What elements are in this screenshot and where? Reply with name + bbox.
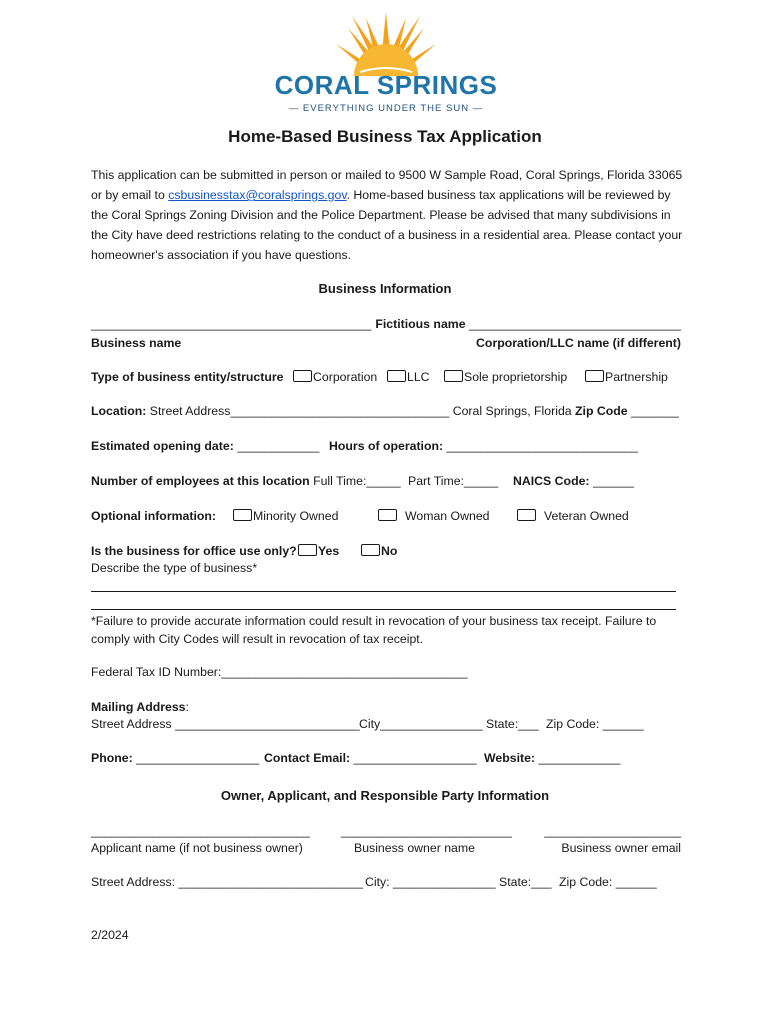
naics-field[interactable]: ______ xyxy=(592,474,634,488)
zip-field[interactable]: _______ xyxy=(631,404,679,418)
federal-tax-label: Federal Tax ID Number: xyxy=(91,665,222,679)
mail-zip-field[interactable]: Zip Code: ______ xyxy=(546,717,644,731)
corp-llc-label: Corporation/LLC name (if different) xyxy=(476,336,681,350)
business-name-field[interactable]: _________________________________________ xyxy=(91,317,372,331)
describe-line-2[interactable] xyxy=(91,609,676,610)
website-label: Website: xyxy=(484,751,536,765)
business-name-label: Business name xyxy=(91,336,182,350)
checkbox-corporation[interactable] xyxy=(293,370,312,382)
applicant-name-field[interactable]: ________________________________ xyxy=(91,824,310,838)
owner-labels-row xyxy=(91,841,681,855)
city-state-text: Coral Springs, Florida xyxy=(452,404,572,418)
entity-llc[interactable]: LLC xyxy=(387,370,430,384)
mailing-address-row xyxy=(91,717,681,731)
entity-type-label: Type of business entity/structure xyxy=(91,370,284,384)
checkbox-sole-proprietorship[interactable] xyxy=(444,370,463,382)
option-woman-owned[interactable]: Woman Owned xyxy=(378,509,490,523)
option-minority-owned[interactable]: Minority Owned xyxy=(233,509,338,523)
intro-text-1: This application can be submitted in person or mailed to 9500 W Sample Road, Coral Springs, Florida 33065 or by email to xyxy=(91,168,683,202)
failure-note: *Failure to provide accurate information could result in revocation of your business tax receipt. Failure to comply with City Codes will result in revocation of tax receipt. xyxy=(91,614,657,646)
owner-address-row xyxy=(91,875,681,889)
describe-label: Describe the type of business* xyxy=(91,561,258,575)
naics-label: NAICS Code: xyxy=(513,474,590,488)
part-time-field[interactable]: Part Time:_____ xyxy=(408,474,499,488)
street-address-field[interactable]: ________________________________ xyxy=(230,404,450,418)
owner-email-label: Business owner email xyxy=(561,841,681,855)
employees-row xyxy=(91,474,681,488)
owner-street-field[interactable]: Street Address: ___________________________ xyxy=(91,875,364,889)
owner-city-field[interactable]: City: _______________ xyxy=(365,875,496,889)
page-title: Home-Based Business Tax Application xyxy=(228,127,542,146)
owner-name-field[interactable]: _________________________ xyxy=(341,824,512,838)
opening-row xyxy=(91,439,681,453)
owner-lines-row xyxy=(91,824,681,838)
email-link[interactable]: csbusinesstax@coralsprings.gov xyxy=(168,188,347,202)
mail-street-field[interactable]: Street Address ___________________________ xyxy=(91,717,360,731)
opening-date-field[interactable]: ____________ xyxy=(237,439,320,453)
contact-email-field[interactable]: __________________ xyxy=(353,751,477,765)
checkbox-yes[interactable] xyxy=(298,544,317,556)
mail-state-field[interactable]: State:___ xyxy=(486,717,539,731)
phone-field[interactable]: __________________ xyxy=(136,751,260,765)
hours-field[interactable]: ____________________________ xyxy=(446,439,639,453)
entity-type-row xyxy=(91,370,681,384)
owner-name-label: Business owner name xyxy=(354,841,475,855)
coral-springs-logo xyxy=(262,12,510,114)
phone-label: Phone: xyxy=(91,751,133,765)
street-address-label: Street Address xyxy=(149,404,231,418)
sun-icon xyxy=(262,12,510,78)
zip-label: Zip Code xyxy=(575,404,628,418)
opening-date-label: Estimated opening date: xyxy=(91,439,234,453)
optional-info-row xyxy=(91,509,681,523)
full-time-field[interactable]: Full Time:_____ xyxy=(313,474,401,488)
owner-state-field[interactable]: State:___ xyxy=(499,875,552,889)
location-row xyxy=(91,404,681,418)
website-field[interactable]: ____________ xyxy=(538,751,621,765)
location-label: Location: xyxy=(91,404,147,418)
option-yes[interactable]: Yes xyxy=(298,544,339,558)
entity-sole-proprietorship[interactable]: Sole proprietorship xyxy=(444,370,567,384)
footer-date: 2/2024 xyxy=(91,928,129,942)
hours-label: Hours of operation: xyxy=(329,439,444,453)
intro-text-2: . Home-based business tax applications will be reviewed by the Coral Springs Zoning Division and the Police Department. Please be advised that many subdivisions in the City have deed restrictions relating to the conduct of a business in a residential area. Please contact your homeowner's association if you have questions. xyxy=(91,188,683,262)
checkbox-minority-owned[interactable] xyxy=(233,509,252,521)
mailing-address-heading: Mailing Address: xyxy=(91,700,189,714)
office-use-row xyxy=(91,544,681,558)
contact-email-label: Contact Email: xyxy=(264,751,351,765)
owner-zip-field[interactable]: Zip Code: ______ xyxy=(559,875,657,889)
fictitious-name-field[interactable]: _______________________________ xyxy=(468,317,681,331)
office-use-label: Is the business for office use only? xyxy=(91,544,297,558)
checkbox-partnership[interactable] xyxy=(585,370,604,382)
entity-corporation[interactable]: Corporation xyxy=(293,370,377,384)
federal-tax-row xyxy=(91,665,681,679)
business-name-labels xyxy=(91,336,681,350)
fictitious-name-label: Fictitious name xyxy=(375,317,466,331)
checkbox-veteran-owned[interactable] xyxy=(517,509,536,521)
owner-email-field[interactable]: ____________________ xyxy=(544,824,681,838)
business-info-heading: Business Information xyxy=(318,281,452,296)
optional-info-label: Optional information: xyxy=(91,509,217,523)
owner-info-heading: Owner, Applicant, and Responsible Party Information xyxy=(220,788,550,803)
intro-paragraph xyxy=(91,165,683,265)
business-name-row xyxy=(91,317,681,331)
describe-line-1[interactable] xyxy=(91,591,676,592)
mail-city-field[interactable]: City_______________ xyxy=(359,717,483,731)
option-veteran-owned[interactable]: Veteran Owned xyxy=(517,509,629,523)
contact-row xyxy=(91,751,681,765)
checkbox-llc[interactable] xyxy=(387,370,406,382)
entity-partnership[interactable]: Partnership xyxy=(585,370,668,384)
applicant-name-label: Applicant name (if not business owner) xyxy=(91,841,303,855)
checkbox-woman-owned[interactable] xyxy=(378,509,397,521)
option-no[interactable]: No xyxy=(361,544,397,558)
checkbox-no[interactable] xyxy=(361,544,380,556)
logo-tagline: — EVERYTHING UNDER THE SUN — xyxy=(288,103,484,114)
logo-name: CORAL SPRINGS xyxy=(274,70,498,100)
employees-label: Number of employees at this location xyxy=(91,474,310,488)
federal-tax-field[interactable]: ____________________________________ xyxy=(221,665,468,679)
